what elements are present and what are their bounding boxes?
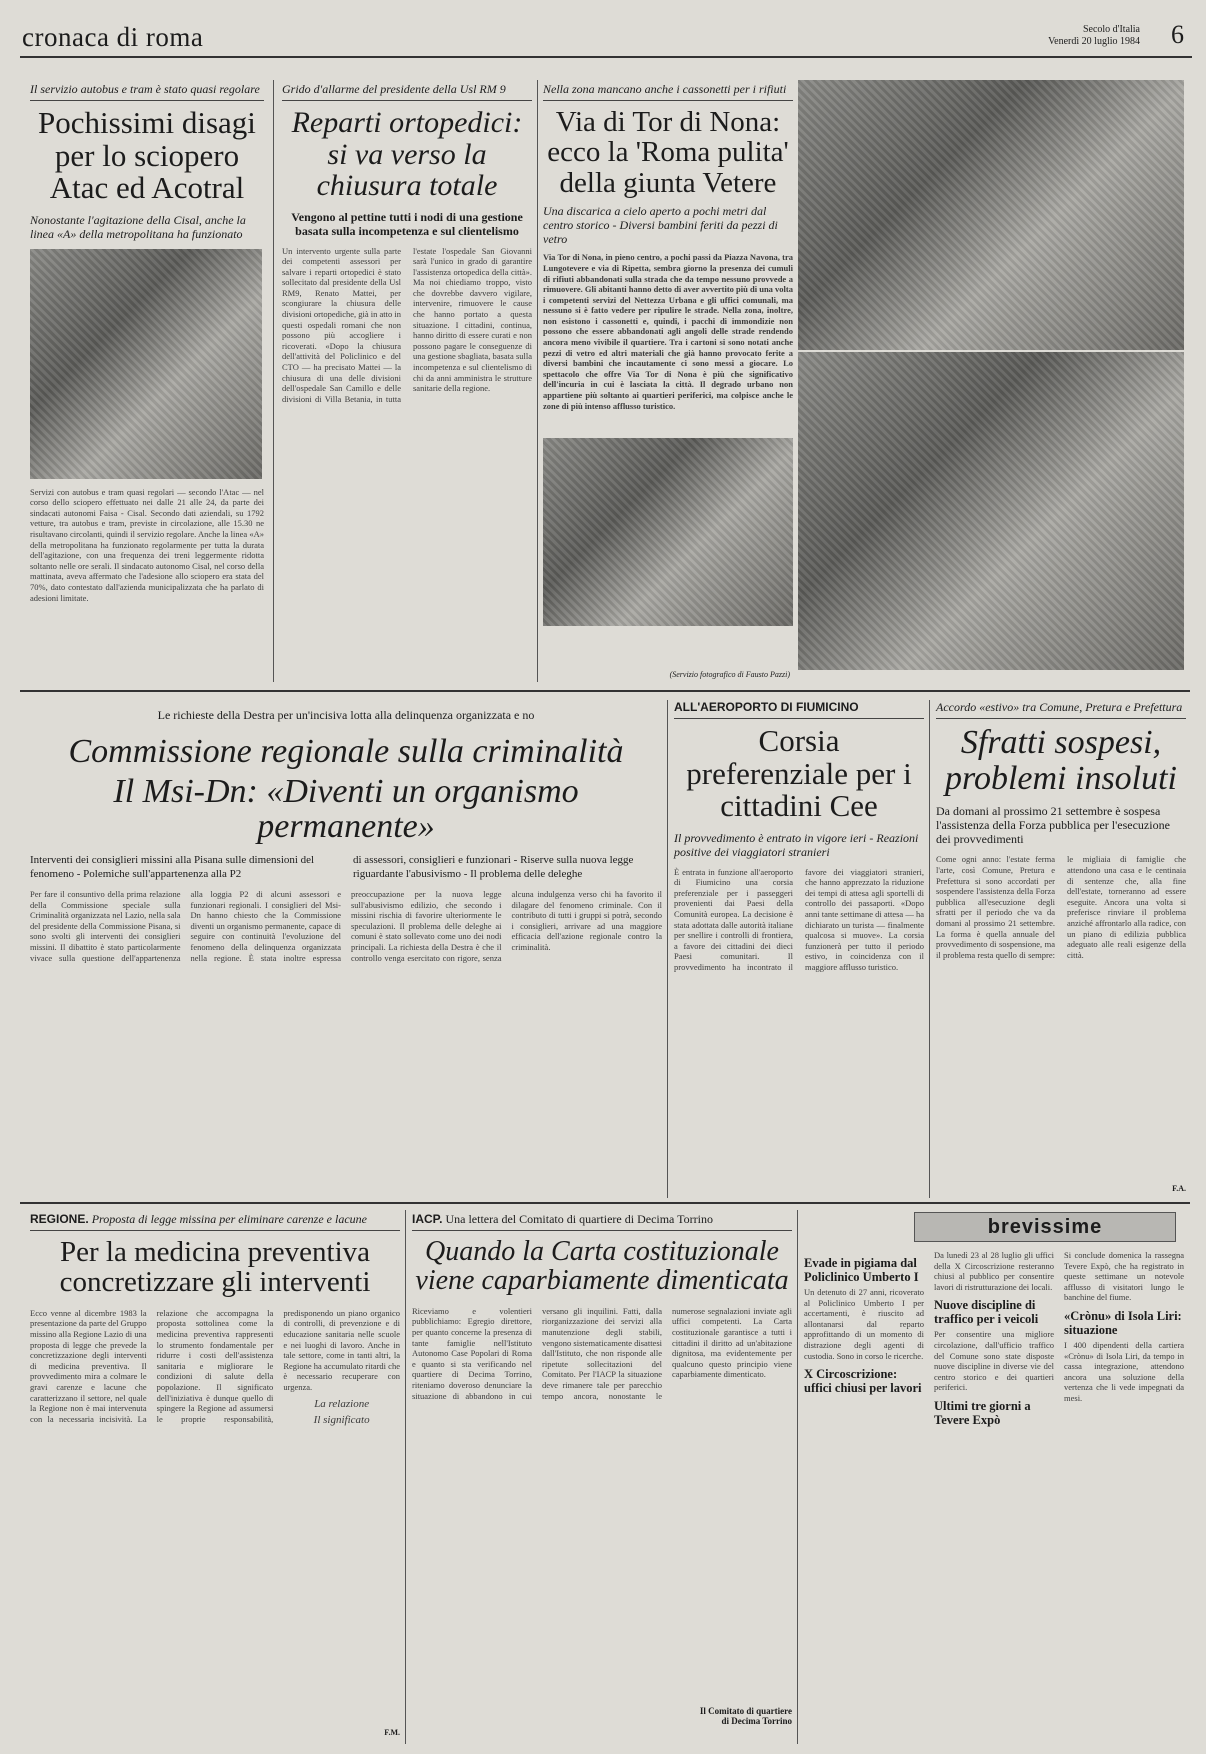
article-tor-di-nona [543,82,793,682]
column-rule [537,80,538,682]
kicker-label: IACP. [412,1212,443,1226]
article-kicker-row [412,1212,792,1231]
article-deck: Una discarica a cielo aperto a pochi metri dal centro storico - Diversi bambini feriti da pezzi di vetro [543,204,778,247]
brevissime-item-title: Ultimi tre giorni a Tevere Expò [934,1398,1031,1427]
article-kicker: Grido d'allarme del presidente della Usl RM 9 [282,82,532,101]
brevissime-header: brevissime [914,1212,1176,1242]
brevissime-item-title: Evade in pigiama dal Policlinico Umberto I [804,1256,919,1284]
article-body: Servizi con autobus e tram quasi regolari — secondo l'Atac — nel corso dello sciopero effettuato nei dalle 21 alle 24, da parte dei sindacati autonomi Faisa - Cisal. Secondo dati aziendali, su 1792 vetture, tra autobus e tram, previste in circolazione, alle 15.30 ne risultavano circolanti, quindi il servizio regolare. Anche la linea «A» della metropolitana ha funzionato regolarmente per tutta la durata dell'agitazione, con una frequenza dei treni leggermente ridotta soltanto nelle ore serali. Il sindacato autonomo Cisal, nel corso della mattinata, aveva affermato che l'adesione allo sciopero era stata del 70%, dato contestato dall'azienda municipalizzata che ha parlato di adesioni limitate. [30,486,264,603]
brevissime-item [1064,1309,1184,1404]
article-deck: Da domani al prossimo 21 settembre è sospesa l'assistenza della Forza pubblica per l'esecuzione dei provvedimenti [936,804,1170,847]
article-atac [30,82,264,680]
article-headline: Quando la Carta costituzionale viene caparbiamente dimenticata [415,1236,789,1297]
article-signature-2: di Decima Torrino [721,1715,792,1726]
section-title: cronaca di roma [22,22,204,52]
article-body: È entrata in funzione all'aeroporto di Fiumicino una corsia preferenziale per i passeggeri provenienti dai Paesi della Comunità europea. La decisione è stata adottata dalle autorità italiane per snellire i controlli di frontiera, a favore dei cittadini dei dieci Paesi comunitari. Il provvedimento ha incontrato il favore dei viaggiatori stranieri, che hanno apprezzato la riduzione dei tempi di attesa agli sportelli di controllo dei passaporti. «Dopo anni tante settimane di attesa — ha dichiarato un turista — finalmente qualcosa si muove». La corsia funzionerà per tutto il periodo estivo, in coincidenza con il maggiore afflusso turistico. [674,866,924,972]
article-signature-1: Il Comitato di quartiere [699,1705,792,1716]
article-sfratti [936,700,1186,1198]
band-rule [20,690,1190,692]
deck-row [30,853,662,881]
article-signature: F.M. [384,1727,400,1737]
article-headline: Via di Tor di Nona: ecco la 'Roma pulita' della giunta Vetere [547,106,789,199]
article-body: Riceviamo e volentieri pubblichiamo: Egregio direttore, per quanto concerne la presenza di tante famiglie nell'Istituto Autonomo Case Popolari di Roma e quanto si sta verificando nel quartiere di Decima Torrino, riteniamo doveroso denunciare la situazione di abbandono in cui versano gli inquilini. Fatti, dalla riorganizzazione dei servizi alla manutenzione degli stabili, vengono sistematicamente disattesi dall'Istituto, che non risponde alle ripetute sollecitazioni del Comitato. Per l'IACP la situazione deve rimanere tale per parecchio tempo ancora, nonostante le numerose segnalazioni inviate agli uffici competenti. La Carta costituzionale garantisce a tutti i cittadini il diritto ad un'abitazione dignitosa, ma evidentemente per qualcuno questo principio viene caparbiamente dimenticato. [412,1305,792,1401]
article-signature: F.A. [1172,1184,1186,1194]
article-headline: Reparti ortopedici: si va verso la chiusura totale [291,106,523,202]
street-photo [543,438,793,626]
article-kicker: Nella zona mancano anche i cassonetti per i rifiuti [543,82,793,101]
article-kicker: Accordo «estivo» tra Comune, Pretura e Prefettura [936,700,1186,719]
article-fiumicino [674,700,924,1198]
article-body: Un intervento urgente sulla parte dei competenti assessori per salvare i reparti ortopedici è stato sollecitato dal presidente della Usl RM9, Renato Mattei, per scongiurare la chiusura delle divisioni ortopediche, già in atto in questi ospedali romani che non possono più accogliere i ricoverati. «Dopo la chiusura dell'attività del Policlinico e del CTO — ha precisato Mattei — la chiusura di una delle divisioni dell'ospedale San Camillo e delle divisioni di Villa Betania, in tutta l'estate l'ospedale San Giovanni sarà l'unico in grado di garantire l'assistenza ortopedica della città». Ma noi chiediamo troppo, visto che dovrebbe davvero vigilare, intervenire, rimuovere le cause che hanno portato a questa situazione. I cittadini, continua, hanno diritto di essere curati e non possono pagare le conseguenze di una gestione sbagliata, basata sulla incompetenza e sul clientelismo di chi da anni amministra le strutture sanitarie della regione. [282,245,532,404]
article-kicker: Il servizio autobus e tram è stato quasi regolare [30,82,264,101]
article-headline-2: Il Msi-Dn: «Diventi un organismo permanente» [113,772,579,846]
kicker-label: REGIONE. [30,1212,89,1226]
paper-name: Secolo d'Italia [1082,24,1140,35]
column-rule [797,1210,798,1744]
article-iacp [412,1212,792,1742]
band-rule [20,1202,1190,1204]
brevissime-item-text: Un detenuto di 27 anni, ricoverato al Policlinico Umberto I per accertamenti, è riuscito ad allontanarsi dal reparto approfittando di un momento di distrazione degli agenti di custodia. Sono in corso le ricerche. [804,1287,924,1361]
bus-photo [30,249,262,479]
issue-date: Venerdì 20 luglio 1984 [1048,36,1140,47]
brevissime-list [804,1250,1184,1735]
article-body: Via Tor di Nona, in pieno centro, a pochi passi da Piazza Navona, tra Lungotevere e via di Ripetta, sembra giorno la presenza dei cumuli di rifiuti abbandonati sulla strada che da tempo nessuno provvede a rimuovere. Gli abitanti hanno detto di aver avvertito più di una volta i competenti servizi del Nettezza Urbana e gli uffici comunali, ma nessuno si è fatto vedere per ripulire le strade. Nella zona, inoltre, non esistono i cassonetti e, quindi, i pacchi di immondizie non possono che essere abbandonati agli angoli delle strade rendendo ancora meno vivibile il quartiere. Tra i cartoni si sono notati anche pezzi di vetro ed altri materiali che già hanno provocato ferite a diversi bambini che incautamente ci sono messi a giocare. Lo spettacolo che offre Via Tor di Nona è più che significativo dell'incuria in cui è lasciata la città. Il degrado urbano non appartiene più soltanto ai quartieri periferici, ma colpisce anche le zone di più intenso afflusso turistico. [543,252,793,411]
article-criminalita [30,708,662,1200]
article-deck: Nonostante l'agitazione della Cisal, anche la linea «A» della metropolitana ha funzionato [30,212,246,241]
article-deck: Vengono al pettine tutti i nodi di una gestione basata sulla incompetenza e sul clientelismo [291,209,523,238]
column-rule [929,700,930,1198]
brevissime-item-text: I 400 dipendenti della cartiera «Crònu» di Isola Liri, da tempo in cassa integrazione, attendono ancora una soluzione della vertenza che li vede impegnati da mesi. [1064,1339,1184,1403]
brevissime-item [934,1298,1054,1393]
article-kicker-row [30,1212,400,1231]
garbage-photo [798,80,1184,350]
column-rule [667,700,668,1198]
brevissime-item-title: X Circoscrizione: uffici chiusi per lavori [804,1367,922,1396]
article-headline: Pochissimi disagi per lo sciopero Atac ed Acotral [38,105,256,206]
subhead: Il significato [313,1414,370,1427]
article-kicker: Una lettera del Comitato di quartiere di Decima Torrino [445,1212,713,1226]
article-body: Ecco venne al dicembre 1983 la presentazione da parte del Gruppo missino alla Regione Lazio di una proposta di legge che prevede la concretizzazione degli interventi di medicina preventiva. Il provvedimento mira a colmare le gravi carenze e lacune che caratterizzano il settore, nel quale la Regione non è mai intervenuta con la necessaria incisività. La relazione che accompagna la proposta sottolinea come la medicina preventiva rappresenti lo strumento fondamentale per ridurre i costi dell'assistenza sanitaria e migliorare le condizioni di salute della popolazione. Il significato dell'iniziativa è dunque quello di spingere la Regione ad assumersi le proprie responsabilità, predisponendo un piano organico di controlli, di prevenzione e di educazione sanitaria nelle scuole e nei luoghi di lavoro. Anche in tale settore, come in tanti altri, la Regione ha accumulato ritardi che è necessario recuperare con urgenza. La relazione Il significato [30,1307,400,1427]
brevissime-item-title: Nuove discipline di traffico per i veicoli [934,1298,1039,1327]
column-rule [273,80,274,682]
article-medicina [30,1212,400,1742]
article-kicker: Proposta di legge missina per eliminare carenze e lacune [91,1212,367,1226]
rubble-photo [798,352,1184,670]
column-rule [405,1210,406,1744]
article-kicker: Le richieste della Destra per un'incisiva lotta alla delinquenza organizzata e no [157,708,535,722]
article-deck-right: di assessori, consiglieri e funzionari - Riserve sulla nuova legge riguardante l'abusivismo - Il problema delle deleghe [353,854,634,881]
masthead [20,22,1192,58]
article-ortopedici [282,82,532,680]
article-kicker: ALL'AEROPORTO DI FIUMICINO [674,700,924,719]
brevissime-item [804,1256,924,1361]
article-headline-1: Commissione regionale sulla criminalità [68,733,624,770]
article-deck: Il provvedimento è entrato in vigore ieri - Reazioni positive dei viaggiatori stranieri [674,830,919,859]
brevissime-item-text: Da lunedì 23 al 28 luglio gli uffici della X Circoscrizione resteranno chiusi al pubblico per consentire lavori di ristrutturazione dei locali. [934,1250,1054,1292]
brevissime-column [804,1212,1184,1742]
article-deck-left: Interventi dei consiglieri missini alla Pisana sulle dimensioni del fenomeno - Polemiche sull'appartenenza alla P2 [30,854,315,881]
article-body: Per fare il consuntivo della prima relazione della Commissione speciale sulla Criminalità organizzata nel Lazio, nella sala del presidente della Commissione Pisana, si sono svolti gli interventi dei consiglieri missini. Il dibattito è stato particolarmente vivace sulla questione dell'appartenenza alla loggia P2 di alcuni assessori e funzionari regionali. I consiglieri del Msi-Dn hanno chiesto che la Commissione diventi un organismo permanente, capace di seguire con continuità l'evoluzione del fenomeno della delinquenza organizzata nella regione. È stata inoltre espressa preoccupazione per la nuova legge sull'abusivismo edilizio, che secondo i missini rischia di favorire ulteriormente le speculazioni. Il problema delle deleghe ai comuni è stato sollevato come uno dei nodi principali. La richiesta della Destra è che il controllo venga esercitato con rigore, senza alcuna indulgenza verso chi ha favorito il dilagare del fenomeno criminale. Con il contributo di tutti i gruppi si potrà, secondo i consiglieri, arrivare ad una maggiore efficacia dell'azione regionale contro la criminalità. [30,889,662,963]
page-number: 6 [1171,20,1184,49]
photo-credit: (Servizio fotografico di Fausto Pazzi) [669,670,790,679]
masthead-info [1048,24,1140,48]
article-body: Come ogni anno: l'estate ferma l'arte, così Comune, Pretura e Prefettura si sono accordati per sospendere l'assistenza della Forza pubblica all'esecuzione degli sfratti per il periodo che va da domani al prossimo 21 settembre. La forma è quella annuale del provvedimento di sospensione, ma il problema resta quello di sempre: le migliaia di famiglie che attendono una casa e le centinaia di sentenze che, alla fine dell'estate, torneranno ad essere eseguite. Ancora una volta si preferisce rinviare il problema anziché affrontarlo alla radice, con un piano di edilizia pubblica adeguato alle reali esigenze della città. [936,854,1186,960]
article-headline: Per la medicina preventiva concretizzare gli interventi [59,1236,371,1299]
brevissime-item-text: Si conclude domenica la rassegna Tevere Expò, che ha registrato in queste settimane un notevole afflusso di visitatori lungo le banchine del fiume. [1064,1250,1184,1303]
brevissime-item-title: «Crònu» di Isola Liri: situazione [1064,1308,1182,1337]
subhead: La relazione [314,1397,370,1410]
article-headline: Corsia preferenziale per i cittadini Cee [686,723,912,824]
brevissime-item-text: Per consentire una migliore circolazione, dall'ufficio traffico del Comune sono state disposte nuove discipline in diverse vie del centro storico e dei quartieri periferici. [934,1329,1054,1393]
article-headline: Sfratti sospesi, problemi insoluti [944,724,1178,797]
